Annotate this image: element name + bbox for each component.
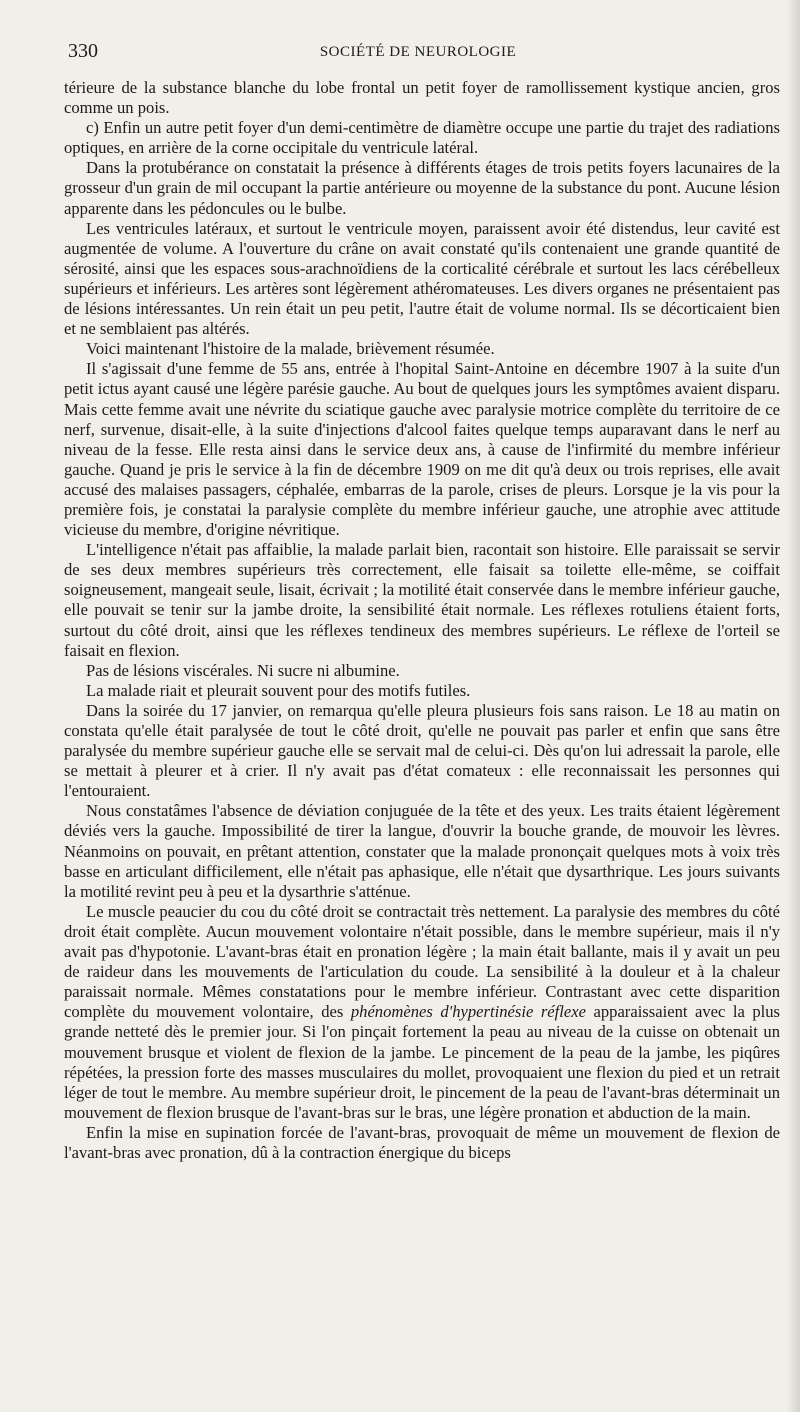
paragraph-history-intro: Voici maintenant l'histoire de la malade, brièvement résumée. — [86, 339, 495, 359]
paragraph-january-episode: Dans la soirée du 17 janvier, on remarqua qu'elle pleura plusieurs fois sans raison. Le 18 au matin on constata qu'elle était paralysée de tout le côté droit, qu'elle ne pouvait pas parler et enfin que sans être paralysée du membre supérieur gauche elle se servait mal de celui-ci. Dès qu'on lui adressait la parole, elle se mettait à pleurer et à crier. Il n'y avait pas d'état comateux : elle reconnaissait les personnes qui l'entouraient. — [64, 700, 780, 801]
paragraph-ventricles: Les ventricules latéraux, et surtout le ventricule moyen, paraissent avoir été distendus, leur cavité est augmentée de volume. A l'ouverture du crâne on avait constaté qu'ils contenaient une grande quantité de sérosité, ainsi que les espaces sous-arachnoïdiens de la corticalité cérébrale et surtout les lacs cérébelleux supérieurs et inférieurs. Les artères sont légèrement athéromateuses. Les divers organes ne présentaient pas de lésions intéressantes. Un rein était un peu petit, l'autre était de volume normal. Ils se décorticaient bien et ne semblaient pas altérés. — [64, 218, 780, 339]
body-text — [64, 78, 780, 1163]
paragraph-intelligence: L'intelligence n'était pas affaiblie, la malade parlait bien, racontait son histoire. Elle paraissait se servir de ses deux membres supérieurs très correctement, elle faisait sa toilette elle-même, se coiffait soigneusement, mangeait seule, lisait, écrivait ; la motilité était conservée dans le membre inférieur gauche, elle pouvait se tenir sur la jambe droite, la sensibilité était normale. Les réflexes rotuliens étaient forts, surtout du côté droit, ainsi que les réflexes tendineux des membres supérieurs. Le réflexe de l'orteil se faisait en flexion. — [64, 540, 780, 660]
paragraph-continuation: térieure de la substance blanche du lobe frontal un petit foyer de ramollissement kystique ancien, gros comme un pois. — [64, 78, 780, 118]
paragraph-protuberance: Dans la protubérance on constatait la présence à différents étages de trois petits foyers lacunaires de la grosseur d'un grain de mil occupant la partie antérieure ou moyenne de la substance du pont. Aucune lésion apparente dans les pédoncules ou le bulbe. — [64, 158, 780, 218]
page-number: 330 — [68, 40, 98, 62]
paragraph-patient-history: Il s'agissait d'une femme de 55 ans, entrée à l'hopital Saint-Antoine en décembre 1907 à la suite d'un petit ictus ayant causé une légère parésie gauche. Au bout de quelques jours les symptômes avaient disparu. Mais cette femme avait une névrite du sciatique gauche avec paralysie motrice complète du territoire de ce nerf, survenue, disait-elle, à la suite d'injections d'alcool faites quelque temps auparavant dans le nerf au niveau de la fesse. Elle resta ainsi dans le service deux ans, à cause de l'infirmité du membre inférieur gauche. Quand je pris le service à la fin de décembre 1909 on me dit qu'à deux ou trois reprises, elle avait accusé des malaises passagers, céphalée, embarras de la parole, crises de pleurs. Lorsque je la vis pour la première fois, je constatai la paralysie complète du membre inférieur gauche, une atrophie avec attitude vicieuse du membre, d'origine névritique. — [64, 359, 780, 540]
paralysis-text-cont: apparaissaient avec la plus grande netteté dès le premier jour. Si l'on pinçait fortement la peau au niveau de la cuisse on obtenait un mouvement brusque et violent de flexion de la jambe. Le pincement de la peau de la jambe, les piqûres répétées, la pression forte des masses musculaires du mollet, provoquaient une flexion du pied et un retrait léger de tout le membre. Au membre supérieur droit, le pincement de la peau de l'avant-bras déterminait un mouvement de flexion brusque de l'avant-bras sur le bras, une légère pronation et abduction de la main. — [64, 1002, 781, 1122]
paralysis-text: Le muscle peaucier du cou du côté droit se contractait très nettement. La paralysie des membres du côté droit était complète. Aucun mouvement volontaire n'était possible, dans le membre supérieur, mais il n'y avait pas d'hypotonie. L'avant-bras était en pronation légère ; la main était ballante, mais il y avait un peu de raideur dans les mouvements de l'articulation du coude. La sensibilité à la douleur et à la chaleur paraissait normale. Mêmes constatations pour le membre inférieur. Contrastant avec cette disparition complète du mouvement volontaire, des — [64, 901, 780, 1022]
running-title: SOCIÉTÉ DE NEUROLOGIE — [319, 44, 517, 60]
italic-term: phénomènes d'hypertinésie réflexe — [350, 1002, 586, 1022]
paragraph-paralysis — [64, 902, 780, 1123]
paragraph-viscera: Pas de lésions viscérales. Ni sucre ni albumine. — [86, 660, 400, 680]
paragraph-item-c: c) Enfin un autre petit foyer d'un demi-centimètre de diamètre occupe une partie du trajet des radiations optiques, en arrière de la corne occipitale du ventricule latéral. — [64, 118, 780, 158]
page-header — [68, 40, 768, 66]
paragraph-examination: Nous constatâmes l'absence de déviation conjuguée de la tête et des yeux. Les traits étaient légèrement déviés vers la gauche. Impossibilité de tirer la langue, d'ouvrir la bouche grande, de mouvoir les lèvres. Néanmoins on pouvait, en prêtant attention, constater que la malade prononçait quelques mots à voix très basse en articulant difficilement, elle n'était pas aphasique, elle n'était que dysarthrique. Les jours suivants la motilité revint peu à peu et la dysarthrie s'atténue. — [64, 801, 780, 901]
paragraph-supination: Enfin la mise en supination forcée de l'avant-bras, provoquait de même un mouvement de flexion de l'avant-bras avec pronation, dû à la contraction énergique du biceps — [64, 1122, 780, 1162]
page-edge-shadow — [786, 0, 800, 1412]
paragraph-laughing-crying: La malade riait et pleurait souvent pour des motifs futiles. — [86, 680, 471, 700]
